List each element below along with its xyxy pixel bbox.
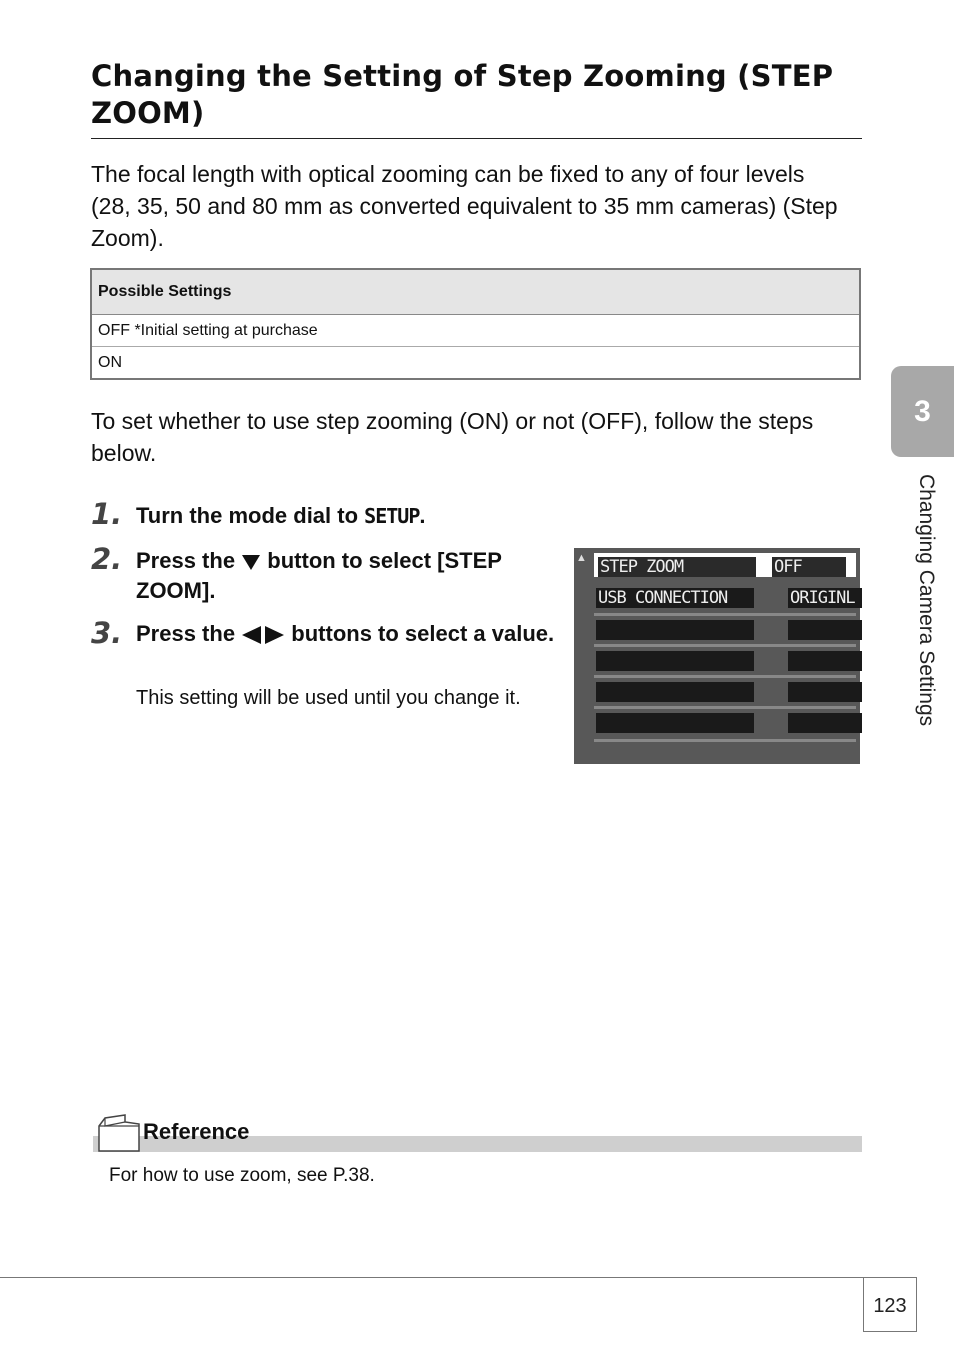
step-3-text [136, 619, 556, 649]
lcd-empty-row [594, 649, 856, 673]
chapter-title-vertical: Changing Camera Settings [915, 474, 938, 727]
lcd-empty-label [596, 620, 754, 640]
table-cell: OFF *Initial setting at purchase [91, 315, 860, 347]
lcd-empty-value [788, 651, 862, 671]
step-number: 3. [91, 616, 123, 650]
lcd-divider [594, 675, 856, 678]
setup-mode-label: SETUP [364, 504, 420, 528]
step-text-part: buttons to select a value. [285, 621, 555, 646]
step-2-text [136, 546, 556, 606]
lcd-divider [594, 613, 856, 616]
reference-text: For how to use zoom, see P.38. [109, 1165, 375, 1186]
lcd-menu-value: ORIGINL [788, 588, 862, 608]
scroll-up-arrow-icon: ▲ [576, 552, 587, 564]
step-text-part: Turn the mode dial to [136, 503, 365, 528]
lcd-menu-label: USB CONNECTION [596, 588, 754, 608]
table-cell: ON [98, 353, 122, 371]
lcd-empty-value [788, 620, 862, 640]
lcd-empty-value [788, 713, 862, 733]
step-3-note: This setting will be used until you change it. [136, 687, 521, 709]
lcd-menu-row [594, 553, 856, 577]
intro-paragraph: The focal length with optical zooming can be fixed to any of four levels (28, 35, 50 and 80 mm as converted equivalent to 35 mm cameras) (Step Zoom). [91, 161, 838, 251]
table-header-cell: Possible Settings [91, 269, 860, 315]
lcd-empty-label [596, 651, 754, 671]
left-right-triangle-icon [241, 625, 285, 645]
right-arrow-icon: ▶ [846, 559, 856, 574]
camera-lcd-screenshot [574, 548, 860, 764]
footer-rule [0, 1277, 917, 1278]
lcd-empty-row [594, 680, 856, 704]
possible-settings-table [90, 268, 861, 380]
lcd-empty-row [594, 711, 856, 735]
lcd-menu-value: OFF [772, 557, 846, 577]
reference-book-icon [95, 1112, 143, 1154]
step-number: 1. [91, 497, 123, 531]
step-1-text [136, 501, 556, 531]
lcd-divider [594, 644, 856, 647]
lcd-empty-label [596, 713, 754, 733]
step-text-part: Press the [136, 548, 242, 573]
step-text-part: . [419, 503, 426, 528]
step-text-part: Press the [136, 621, 242, 646]
page-number: 123 [863, 1277, 917, 1332]
step-text-part: button to select [STEP ZOOM]. [136, 548, 502, 603]
table-row [91, 315, 860, 347]
lcd-divider [594, 739, 856, 742]
lcd-menu-row [594, 586, 856, 610]
lcd-empty-label [596, 682, 754, 702]
table-header-row [91, 269, 860, 315]
chapter-tab: 3 [891, 366, 954, 457]
title-divider [91, 138, 862, 139]
lcd-empty-value [788, 682, 862, 702]
lcd-divider [594, 706, 856, 709]
step-number: 2. [91, 542, 123, 576]
lcd-empty-row [594, 618, 856, 642]
lead-paragraph: To set whether to use step zooming (ON) or not (OFF), follow the steps below. [91, 408, 814, 466]
page-title: Changing the Setting of Step Zooming (STEP ZOOM) [91, 59, 834, 130]
lcd-menu-label: STEP ZOOM [598, 557, 756, 577]
down-triangle-icon [241, 553, 261, 571]
reference-title: Reference [143, 1119, 250, 1144]
table-row [91, 347, 860, 380]
left-arrow-icon: ◀ [756, 559, 766, 574]
